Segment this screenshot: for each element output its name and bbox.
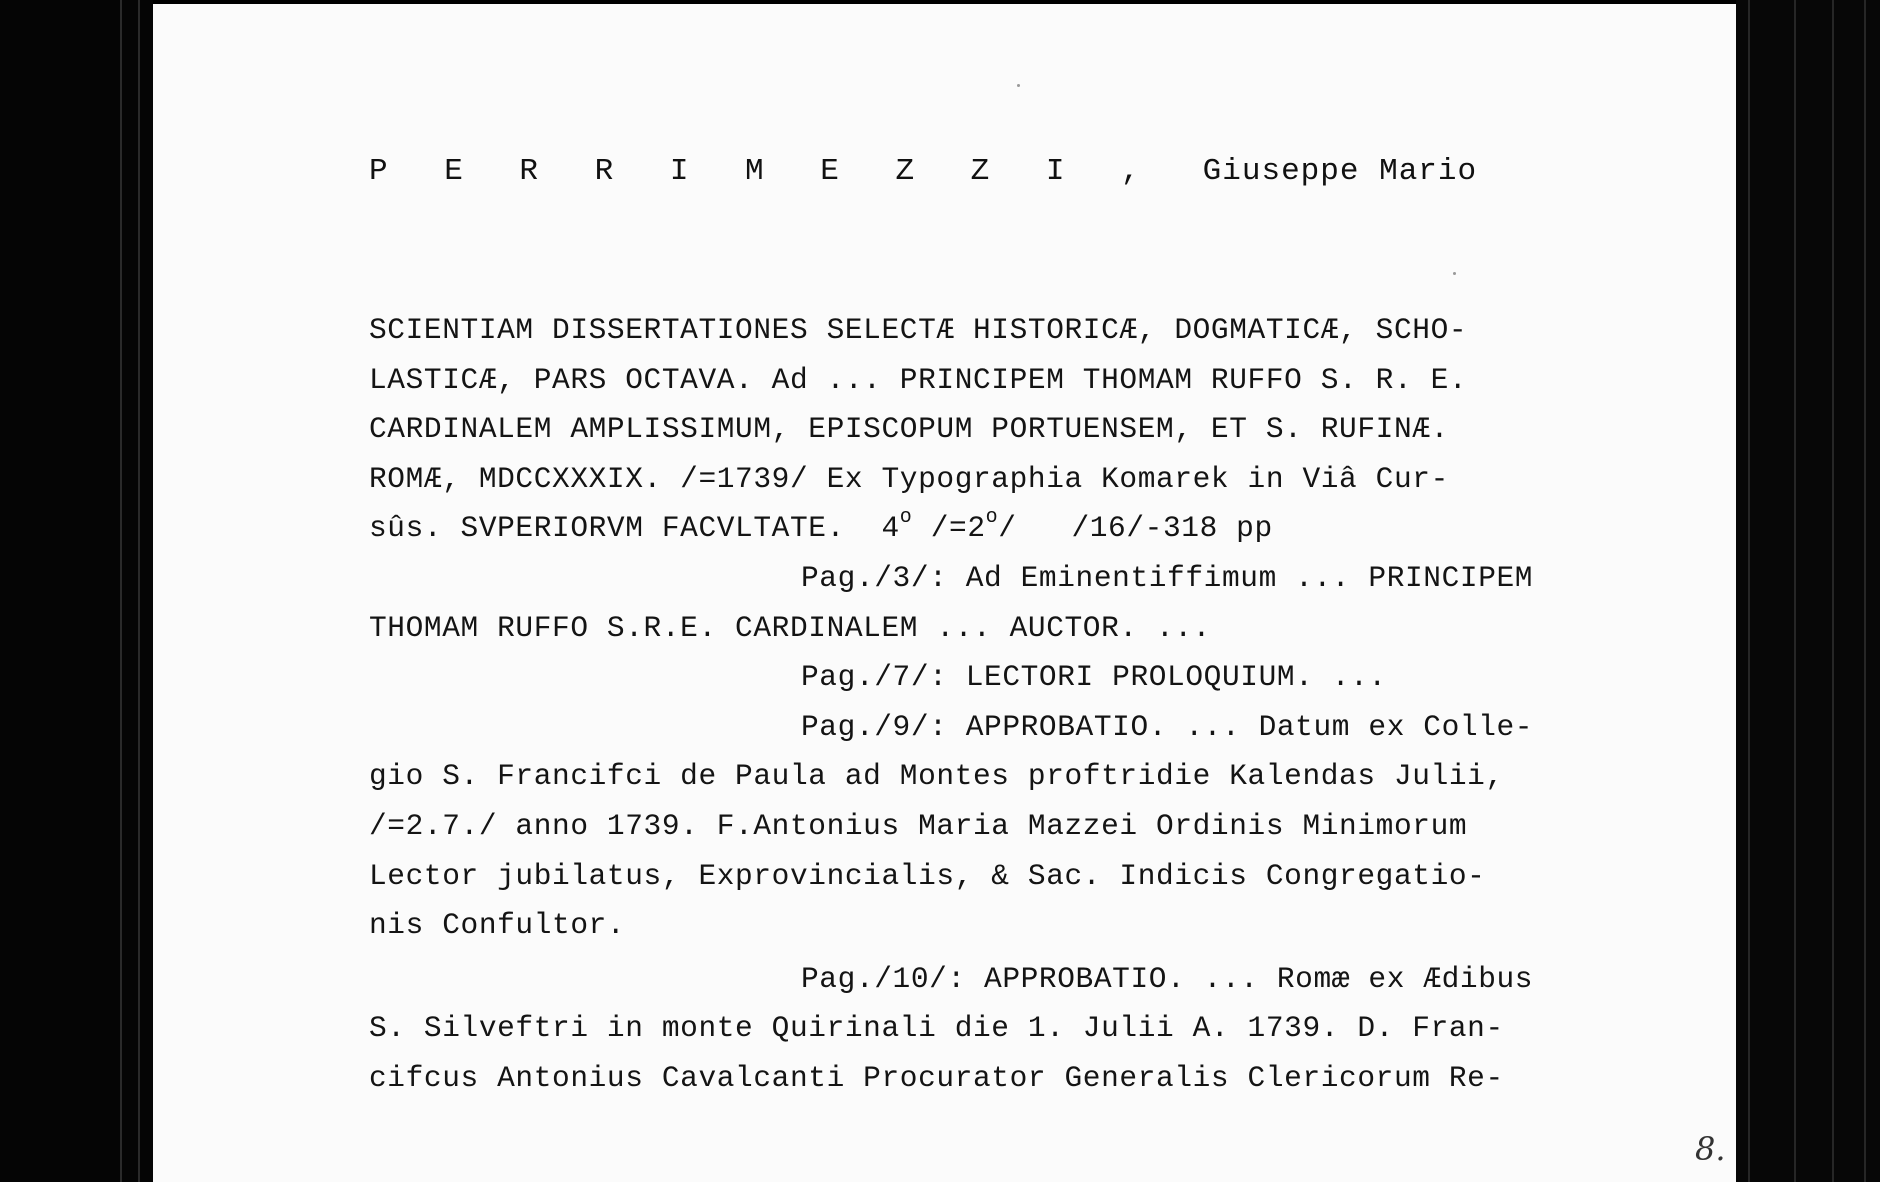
text-line: Pag./7/: LECTORI PROLOQUIUM. ... <box>801 660 1387 695</box>
text-line: S. Silveftri in monte Quirinali die 1. Julii A. 1739. D. Fran- <box>369 1011 1504 1046</box>
text-line: /=2.7./ anno 1739. F.Antonius Maria Mazzei Ordinis Minimorum <box>369 808 1468 843</box>
author-heading <box>369 154 1477 189</box>
text-line: Pag./3/: Ad Eminentiffimum ... PRINCIPEM <box>801 560 1534 595</box>
folio-number: 8. <box>1695 1130 1726 1168</box>
format-size: 4 <box>881 511 900 546</box>
text-line: Pag./10/: APPROBATIO. ... Romæ ex Ædibus <box>801 961 1534 996</box>
imprint-text: sûs. SVPERIORVM FACVLTATE. <box>369 511 845 546</box>
text-line: ROMÆ, MDCCXXXIX. /=1739/ Ex Typographia Komarek in Viâ Cur- <box>369 461 1449 496</box>
catalog-card <box>153 4 1736 1182</box>
text-line: SCIENTIAM DISSERTATIONES SELECTÆ HISTORICÆ, DOGMATICÆ, SCHO- <box>369 313 1468 347</box>
format-equals: /=2 <box>912 511 986 546</box>
card-text <box>369 306 1669 1104</box>
format-degree: o <box>985 506 999 530</box>
text-line: gio S. Francifci de Paula ad Montes proftridie Kalendas Julii, <box>369 759 1504 794</box>
author-forename: Giuseppe Mario <box>1202 154 1478 189</box>
text-line: nis Confultor. <box>369 908 626 943</box>
scan-left-border <box>0 0 153 1182</box>
text-line: LASTICÆ, PARS OCTAVA. Ad ... PRINCIPEM THOMAM RUFFO S. R. E. <box>369 362 1468 397</box>
author-surname: P E R R I M E Z Z I , <box>369 154 1159 189</box>
scan-right-border <box>1736 0 1880 1182</box>
pagination: / /16/-318 pp <box>998 511 1273 546</box>
text-line: CARDINALEM AMPLISSIMUM, EPISCOPUM PORTUENSEM, ET S. RUFINÆ. <box>369 412 1449 447</box>
scan-speck <box>1017 84 1020 87</box>
scan-speck <box>1453 272 1456 275</box>
text-line: THOMAM RUFFO S.R.E. CARDINALEM ... AUCTOR. ... <box>369 610 1211 645</box>
format-degree: o <box>899 506 913 530</box>
text-line: Pag./9/: APPROBATIO. ... Datum ex Colle- <box>801 709 1534 744</box>
text-line-format <box>369 504 1669 554</box>
text-line: Lector jubilatus, Exprovincialis, & Sac. Indicis Congregatio- <box>369 858 1486 893</box>
text-line: cifcus Antonius Cavalcanti Procurator Generalis Clericorum Re- <box>369 1060 1504 1095</box>
